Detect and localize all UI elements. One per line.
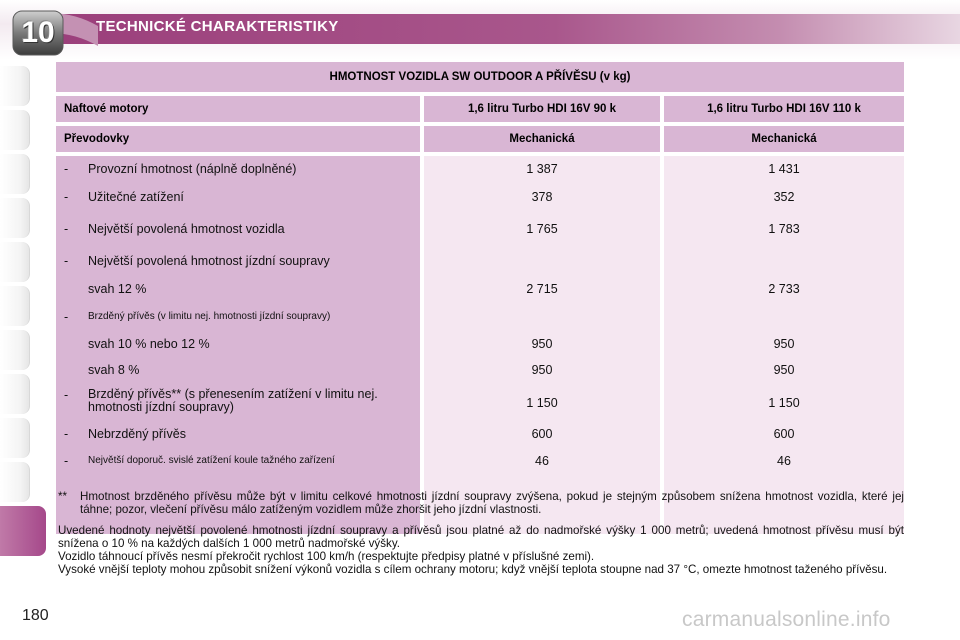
chapter-tab[interactable] [0,374,30,414]
chapter-tabs [0,62,34,582]
watermark: carmanualsonline.info [682,608,891,631]
gearbox-2: Mechanická [664,126,904,152]
chapter-tab[interactable] [0,418,30,458]
page-number: 180 [22,607,49,624]
chapter-tab[interactable] [0,286,30,326]
table-row: - Brzděný přívěs** (s přenesením zatížení v limitu nej. hmotnosti jízdní soupravy) 1 150 1 150 [64,387,800,414]
chapter-tab[interactable] [0,66,30,106]
chapter-tab[interactable] [0,110,30,150]
gearbox-row [56,126,904,152]
gearbox-1: Mechanická [424,126,660,152]
footnote-mark: ** [58,490,68,503]
gearbox-label: Převodovky [56,126,420,152]
chapter-tab[interactable] [0,242,30,282]
page-title: TECHNICKÉ CHARAKTERISTIKY [96,18,339,35]
note-temperature: Vysoké vnější teploty mohou způsobit snížení výkonů vozidla s cílem ochrany motoru; když vnější teplota stoupne nad 37 °C, omezte hmotnost taženého přívěsu. [58,563,888,576]
chapter-tab[interactable] [0,462,30,502]
engines-row [56,96,904,122]
chapter-tab[interactable] [0,198,30,238]
chapter-tab[interactable] [0,330,30,370]
note-speed: Vozidlo táhnoucí přívěs nesmí překročit rychlost 100 km/h (respektujte předpisy platné v příslušné zemi). [58,550,595,563]
notes-paragraph [58,524,904,576]
notes-section [58,490,904,576]
chapter-tab[interactable] [0,154,30,194]
engines-label: Naftové motory [56,96,420,122]
table-title-row [56,62,904,92]
footnote [58,490,904,516]
engine-1: 1,6 litru Turbo HDI 16V 90 k [424,96,660,122]
footnote-text: Hmotnost brzděného přívěsu může být v limitu celkové hmotnosti jízdní soupravy zvýšena, pokud je stejným způsobem snížena hmotnost vozidla, které jej táhne; pozor, vlečení přívěsu málo zatíženým vozidlem může zhoršit jeho jízdní vlastnosti. [80,490,904,516]
table-body: - Provozní hmotnost (náplně doplněné) 1 387 1 431 - Užitečné zatížení 378 352 - Největší povolená hmotnost vozidla 1 765 1 783 - Největší povolená hmotnost jízdní soupravy svah 12 % 2 715 2 733 - Brzděný přívěs (v limitu nej. hmotnosti jízdní soupravy) svah 10 % nebo 12 % 950 950 svah 8 % 950 950 - Brzděný přívěs** (s přenesením zatížení v limitu nej. hmotnosti jízdní soupravy) 1 150 1 150 - Nebrzděný přívěs 600 600 - Největší doporuč. svislé zatížení koule tažného zařízení 46 46 [56,156,904,534]
chapter-number: 10 [21,16,55,49]
chapter-tab-active[interactable] [0,506,46,556]
table-title: HMOTNOST VOZIDLA SW OUTDOOR A PŘÍVĚSU (v kg) [329,71,631,83]
engine-2: 1,6 litru Turbo HDI 16V 110 k [664,96,904,122]
note-altitude: Uvedené hodnoty největší povolené hmotnosti jízdní soupravy a přívěsů jsou platné až do nadmořské výšky 1 000 metrů; uvedená hmotnost přívěsu musí být snížena o 10 % na každých dalších 1 000 metrů nadmořské výšky. [58,524,904,550]
